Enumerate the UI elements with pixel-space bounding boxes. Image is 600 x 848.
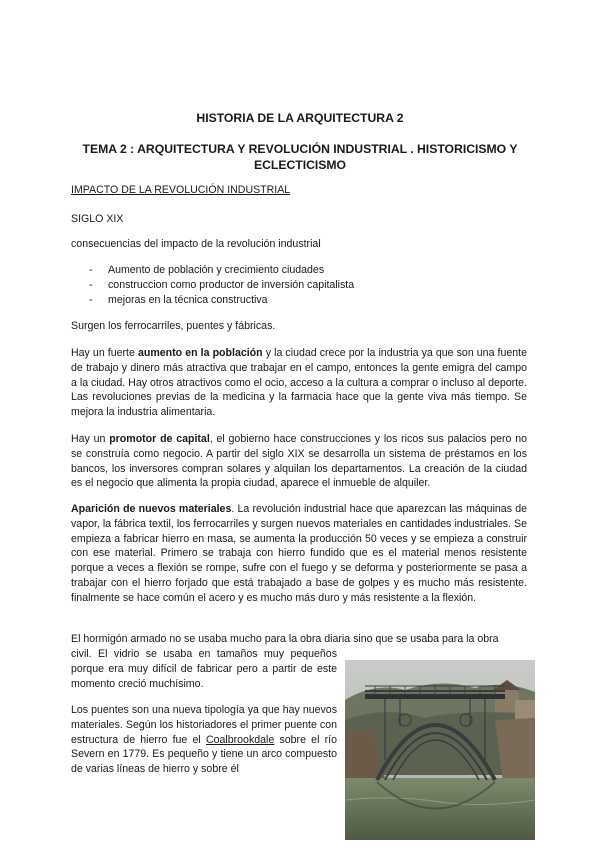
hormigon-paragraph: civil. El vidrio se usaba en tamaños muy pequeños porque era muy difícil de fabricar pero a partir de este momento creció muchísimo. — [71, 648, 337, 690]
century-label: SIGLO XIX — [71, 213, 124, 225]
capital-post: , el gobierno hace construcciones y los ricos sus palacios pero no se construía como negocio. A partir del siglo XIX se desarrolla un sistema de préstamos en los bancos, los inversores compran solares y alquilan los departamentos. La creación de la ciudad es el negocio que alimenta la propia ciudad, aparece el inmueble de alquiler. — [71, 433, 528, 490]
topic-title-line2: ECLECTICISMO — [253, 158, 347, 172]
list-item: - Aumento de población y crecimiento ciudades — [89, 263, 354, 278]
topic-title — [0, 141, 600, 173]
consequences-list — [89, 263, 354, 307]
capital-paragraph — [71, 432, 527, 491]
hormigon-line1: El hormigón armado no se usaba mucho para la obra diaria sino que se usaba para la obra — [71, 633, 499, 645]
list-item: - mejoras en la técnica constructiva — [89, 293, 354, 308]
puentes-post: sobre el río Severn en 1779. Es pequeño y tiene un arco compuesto de varias líneas de hierro y sobre él — [71, 733, 337, 776]
surgen-paragraph: Surgen los ferrocarriles, puentes y fábricas. — [71, 320, 276, 332]
poblacion-paragraph — [71, 346, 527, 420]
puentes-paragraph — [71, 703, 337, 777]
course-title: HISTORIA DE LA ARQUITECTURA 2 — [196, 111, 404, 125]
capital-bold: promotor de capital — [109, 433, 210, 445]
iron-bridge-illustration — [345, 660, 535, 840]
capital-pre: Hay un — [71, 433, 110, 445]
coalbrookdale-link[interactable]: Coalbrookdale — [205, 733, 275, 746]
topic-title-line1: TEMA 2 : ARQUITECTURA Y REVOLUCIÓN INDUSTRIAL . HISTORICISMO Y — [82, 142, 518, 156]
poblacion-bold: aumento en la población — [137, 347, 263, 359]
materiales-post: . La revolución industrial hace que aparezcan las máquinas de vapor, la fábrica textil, los ferrocarriles y surgen nuevos materiales en cantidades industriales. Se empieza a fabricar hierro en masa, se aumenta la producción 50 veces y se empieza a construir con ese material. Primero se trabaja con hierro fundido que es el material menos resistente porque a veces a flexión se rompe, sufre con el fuego y se deforma y posteriormente se pasa a trabajar con el hierro forjado que está trabajado a base de golpes y es mucho más resistente. finalmente se hace común el acero y es mucho más duro y más resistente a la flexión. — [71, 503, 527, 604]
poblacion-post: y la ciudad crece por la industria ya que son una fuente de trabajo y dinero más atractiva que trabajar en el campo, entonces la gente emigra del campo a la ciudad. Hay otros atractivos como el ocio, acceso a la cultura a comprar o incluso al deporte. Las revoluciones previas de la medicina y la farmacia hace que la gente viva más tiempo. Se mejora la industria alimentaria. — [71, 347, 528, 419]
consequences-intro: consecuencias del impacto de la revolución industrial — [71, 238, 321, 250]
section-heading: IMPACTO DE LA REVOLUCIÓN INDUSTRIAL — [71, 184, 291, 196]
list-item: - construccion como productor de inversión capitalista — [89, 278, 354, 293]
puentes-pre: Los puentes son una nueva tipología ya que hay nuevos materiales. Según los historiadores el primer puente con estructura de hierro fue el — [71, 704, 337, 746]
iron-bridge-photo — [345, 660, 535, 840]
materiales-paragraph — [71, 502, 527, 606]
poblacion-pre: Hay un fuerte — [71, 347, 138, 359]
materiales-bold: Aparición de nuevos materiales — [71, 503, 232, 515]
